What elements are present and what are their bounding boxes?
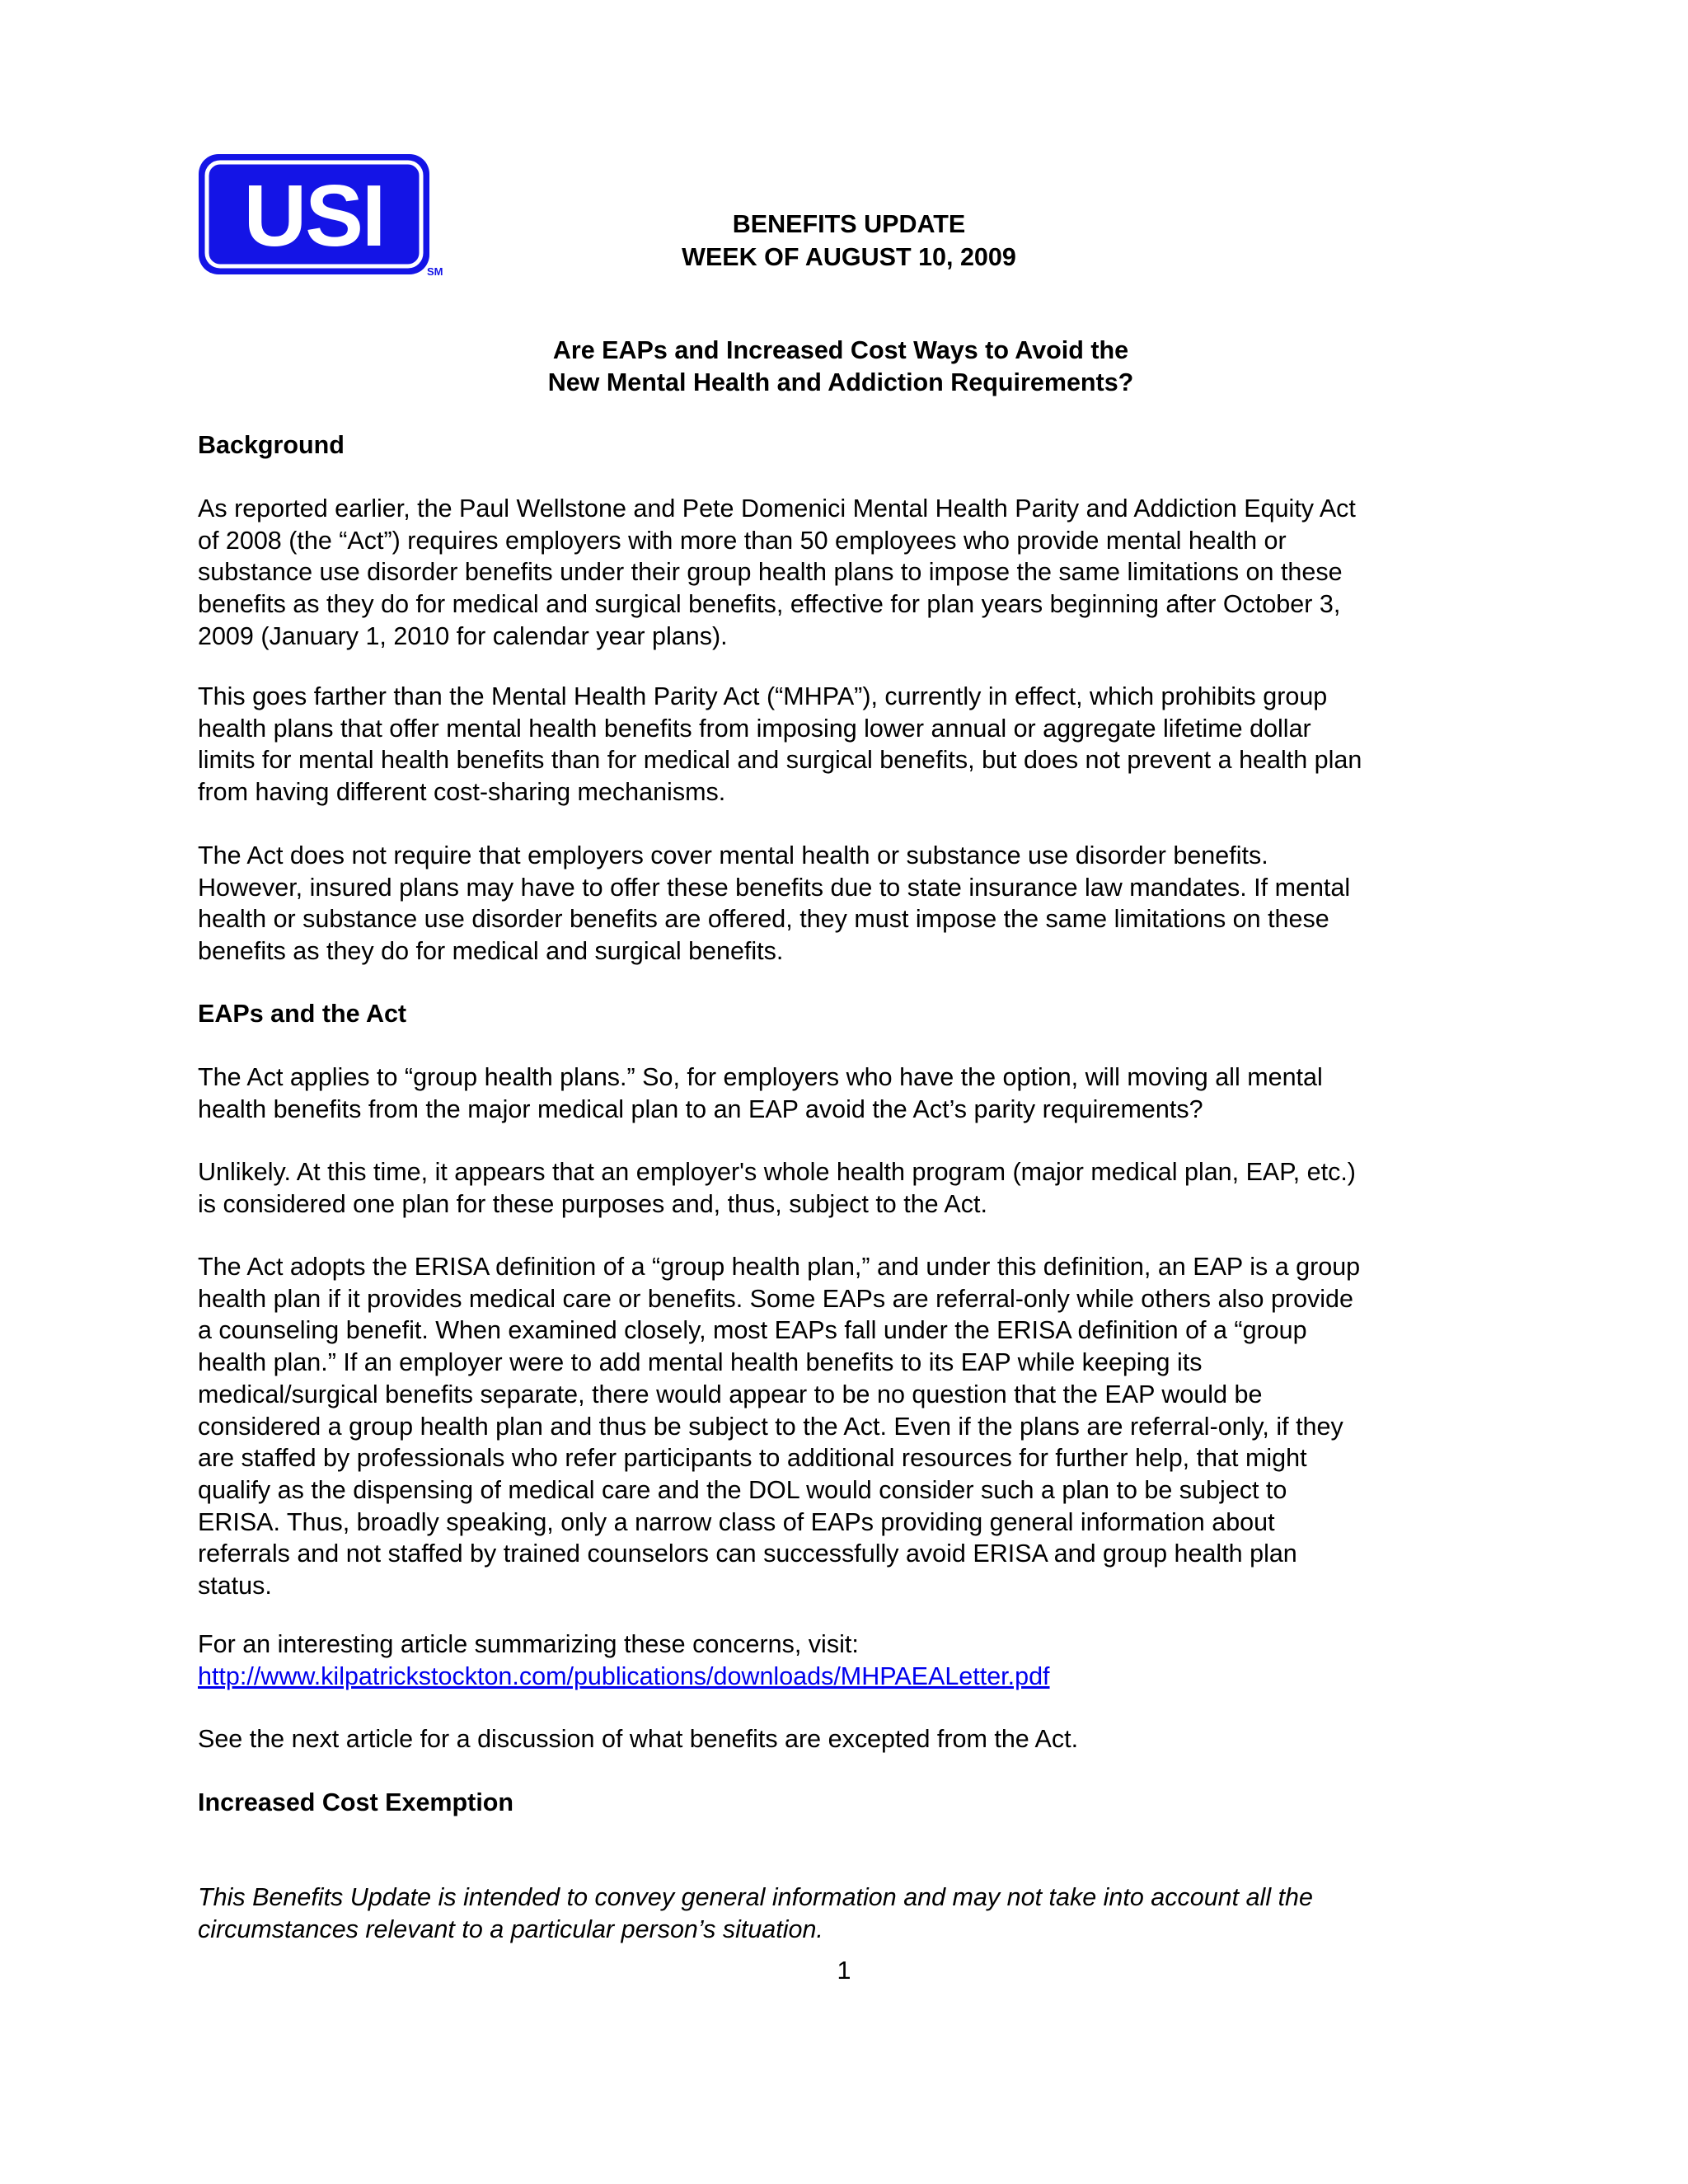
text-line: benefits as they do for medical and surgical benefits, effective for plan years beginning after October 3,: [198, 590, 1341, 619]
text-line: See the next article for a discussion of what benefits are excepted from the Act.: [198, 1725, 1079, 1753]
text-line: substance use disorder benefits under their group health plans to impose the same limitations on these: [198, 558, 1343, 587]
background-paragraph-1: [198, 493, 1356, 653]
text-line: are staffed by professionals who refer participants to additional resources for further help, that might: [198, 1444, 1307, 1473]
text-line: The Act does not require that employers cover mental health or substance use disorder benefits.: [198, 841, 1268, 869]
text-line: health plans that offer mental health benefits from imposing lower annual or aggregate lifetime dollar: [198, 714, 1311, 743]
eaps-paragraph-1: [198, 1062, 1323, 1125]
text-line: medical/surgical benefits separate, there would appear to be no question that the EAP would be: [198, 1380, 1263, 1408]
text-line: For an interesting article summarizing these concerns, visit:: [198, 1630, 859, 1658]
text-line: considered a group health plan and thus be subject to the Act. Even if the plans are referral-only, if they: [198, 1412, 1343, 1441]
section-heading-eaps: EAPs and the Act: [198, 1000, 407, 1028]
section-heading-increased-cost: Increased Cost Exemption: [198, 1788, 514, 1816]
section-heading-background: Background: [198, 431, 345, 459]
eaps-paragraph-2: [198, 1156, 1356, 1220]
article-title-line-1: Are EAPs and Increased Cost Ways to Avoid the: [552, 336, 1129, 364]
text-line: The Act applies to “group health plans.” So, for employers who have the option, will moving all mental: [198, 1063, 1323, 1091]
text-line: health plan.” If an employer were to add mental health benefits to its EAP while keeping its: [198, 1348, 1203, 1377]
text-line: Unlikely. At this time, it appears that an employer's whole health program (major medical plan, EAP, etc.): [198, 1158, 1356, 1186]
disclaimer-line-2: circumstances relevant to a particular person’s situation.: [198, 1915, 823, 1943]
text-line: health or substance use disorder benefits are offered, they must impose the same limitations on these: [198, 905, 1329, 934]
disclaimer-line-1: This Benefits Update is intended to convey general information and may not take into account all the: [198, 1883, 1313, 1911]
text-line: from having different cost-sharing mechanisms.: [198, 778, 726, 807]
background-paragraph-3: [198, 840, 1350, 968]
text-line: of 2008 (the “Act”) requires employers with more than 50 employees who provide mental health or: [198, 526, 1287, 555]
service-mark: SM: [427, 265, 443, 278]
text-line: referrals and not staffed by trained counselors can successfully avoid ERISA and group health plan: [198, 1540, 1297, 1568]
header-date: WEEK OF AUGUST 10, 2009: [682, 243, 1016, 271]
text-line: benefits as they do for medical and surgical benefits.: [198, 937, 784, 966]
text-line: 2009 (January 1, 2010 for calendar year plans).: [198, 621, 728, 650]
text-line: status.: [198, 1572, 272, 1601]
text-line: qualify as the dispensing of medical care and the DOL would consider such a plan to be subject to: [198, 1475, 1287, 1504]
text-line: However, insured plans may have to offer these benefits due to state insurance law mandates. If mental: [198, 873, 1351, 902]
background-paragraph-2: [198, 681, 1362, 808]
text-line: As reported earlier, the Paul Wellstone and Pete Domenici Mental Health Parity and Addiction Equity Act: [198, 494, 1356, 523]
eaps-paragraph-5: [198, 1723, 1078, 1755]
text-line: health benefits from the major medical plan to an EAP avoid the Act’s parity requirements?: [198, 1094, 1203, 1123]
eaps-paragraph-4: [198, 1629, 1050, 1692]
article-title-line-2: New Mental Health and Addiction Requirements?: [547, 368, 1134, 396]
disclaimer: [198, 1882, 1313, 1946]
text-line: health plan if it provides medical care or benefits. Some EAPs are referral-only while others also provide: [198, 1284, 1353, 1313]
page-number: 1: [837, 1957, 851, 1985]
text-line: The Act adopts the ERISA definition of a “group health plan,” and under this definition, an EAP is a group: [198, 1253, 1361, 1281]
eaps-paragraph-3: [198, 1251, 1360, 1602]
usi-logo-text: USI: [243, 167, 385, 265]
document-header: [330, 208, 1368, 274]
text-line: is considered one plan for these purposes and, thus, subject to the Act.: [198, 1189, 987, 1218]
text-line: limits for mental health benefits than for medical and surgical benefits, but does not prevent a health plan: [198, 746, 1362, 775]
text-line: ERISA. Thus, broadly speaking, only a narrow class of EAPs providing general information about: [198, 1507, 1275, 1536]
text-line: a counseling benefit. When examined closely, most EAPs fall under the ERISA definition of a “group: [198, 1316, 1307, 1345]
article-title: [280, 335, 1401, 399]
article-link[interactable]: http://www.kilpatrickstockton.com/publications/downloads/MHPAEALetter.pdf: [198, 1661, 1050, 1690]
header-title: BENEFITS UPDATE: [732, 210, 966, 238]
text-line: This goes farther than the Mental Health Parity Act (“MHPA”), currently in effect, which prohibits group: [198, 682, 1328, 710]
